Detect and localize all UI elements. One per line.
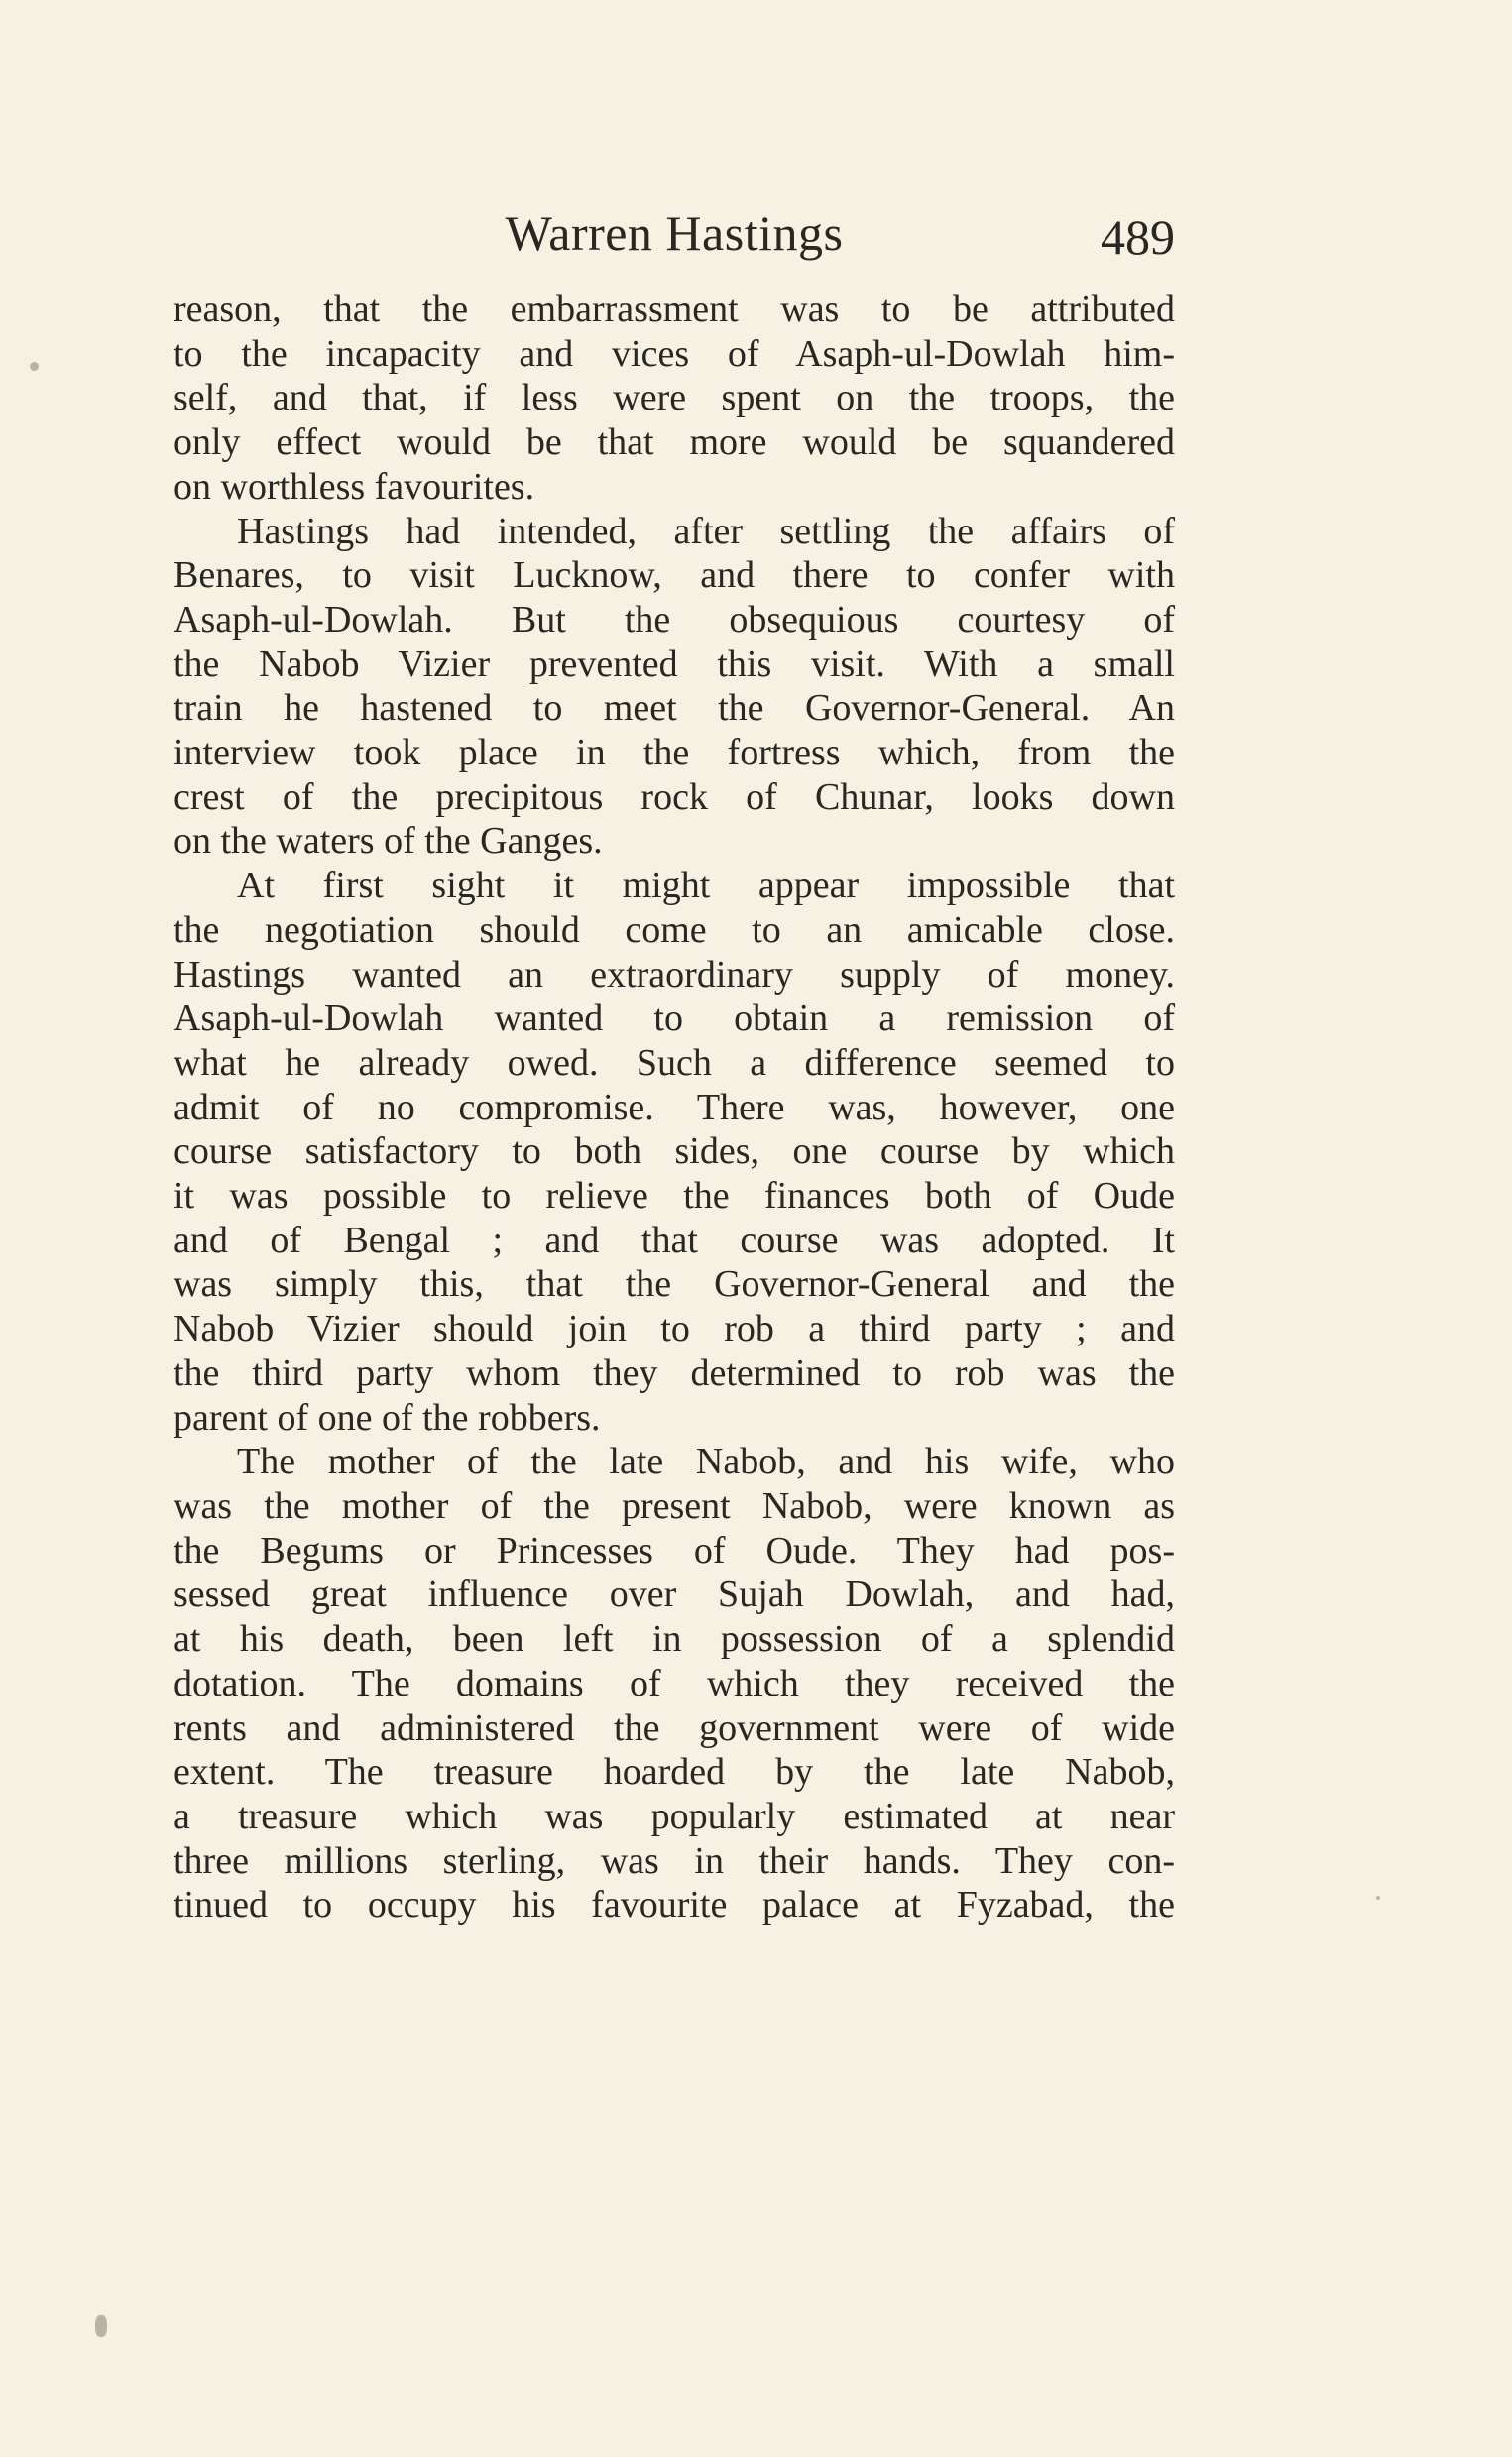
paper-speck bbox=[30, 362, 39, 371]
text-line: it was possible to relieve the finances both of Oude bbox=[174, 1175, 1175, 1218]
paper-speck bbox=[1376, 1896, 1380, 1900]
text-line: and of Bengal ; and that course was adopted. It bbox=[174, 1219, 1175, 1261]
text-line: what he already owed. Such a difference seemed to bbox=[174, 1041, 1175, 1084]
page-header bbox=[174, 198, 1175, 268]
text-line: extent. The treasure hoarded by the late Nabob, bbox=[174, 1751, 1175, 1794]
text-line: only effect would be that more would be squandered bbox=[174, 421, 1175, 464]
text-line: Hastings had intended, after settling the affairs of bbox=[237, 510, 1175, 552]
text-line: parent of one of the robbers. bbox=[174, 1396, 601, 1439]
paragraph-3 bbox=[174, 864, 1175, 1440]
text-line: Asaph-ul-Dowlah wanted to obtain a remission of bbox=[174, 997, 1175, 1040]
text-line: dotation. The domains of which they received the bbox=[174, 1662, 1175, 1704]
text-line: Asaph-ul-Dowlah. But the obsequious courtesy of bbox=[174, 598, 1175, 641]
text-line: The mother of the late Nabob, and his wife, who bbox=[237, 1441, 1175, 1483]
paragraph-2 bbox=[174, 510, 1175, 865]
text-line: course satisfactory to both sides, one course by which bbox=[174, 1130, 1175, 1173]
text-line: the Begums or Princesses of Oude. They had pos- bbox=[174, 1529, 1175, 1572]
text-line: tinued to occupy his favourite palace at Fyzabad, the bbox=[174, 1884, 1175, 1927]
text-line: self, and that, if less were spent on the troops, the bbox=[174, 377, 1175, 419]
paragraph-4 bbox=[174, 1440, 1175, 1928]
text-line: at his death, been left in possession of a splendid bbox=[174, 1618, 1175, 1661]
text-line: admit of no compromise. There was, however, one bbox=[174, 1086, 1175, 1128]
text-line: Benares, to visit Lucknow, and there to confer with bbox=[174, 554, 1175, 597]
text-line: crest of the precipitous rock of Chunar, looks down bbox=[174, 775, 1175, 818]
text-line: three millions sterling, was in their hands. They con- bbox=[174, 1839, 1175, 1882]
text-line: sessed great influence over Sujah Dowlah, and had, bbox=[174, 1574, 1175, 1616]
paper-speck bbox=[95, 2315, 107, 2337]
text-line: a treasure which was popularly estimated at near bbox=[174, 1795, 1175, 1837]
text-line: At first sight it might appear impossible that bbox=[237, 865, 1175, 907]
page-number: 489 bbox=[1101, 209, 1175, 265]
text-line: rents and administered the government were of wide bbox=[174, 1706, 1175, 1749]
body-text bbox=[174, 288, 1175, 1928]
text-line: on worthless favourites. bbox=[174, 465, 535, 508]
running-title: Warren Hastings bbox=[505, 205, 844, 261]
text-line: the third party whom they determined to rob was the bbox=[174, 1351, 1175, 1394]
text-line: was the mother of the present Nabob, were known as bbox=[174, 1484, 1175, 1527]
text-line: the Nabob Vizier prevented this visit. With a small bbox=[174, 643, 1175, 685]
text-line: reason, that the embarrassment was to be attributed bbox=[174, 289, 1175, 330]
text-line: on the waters of the Ganges. bbox=[174, 820, 603, 863]
text-line: Hastings wanted an extraordinary supply of money. bbox=[174, 953, 1175, 995]
text-line: interview took place in the fortress which, from the bbox=[174, 732, 1175, 774]
paragraph-1 bbox=[174, 288, 1175, 510]
text-line: train he hastened to meet the Governor-General. An bbox=[174, 687, 1175, 730]
text-line: to the incapacity and vices of Asaph-ul-Dowlah him- bbox=[174, 332, 1175, 375]
text-line: Nabob Vizier should join to rob a third party ; and bbox=[174, 1308, 1175, 1350]
text-line: was simply this, that the Governor-General and the bbox=[174, 1263, 1175, 1306]
text-line: the negotiation should come to an amicable close. bbox=[174, 908, 1175, 951]
